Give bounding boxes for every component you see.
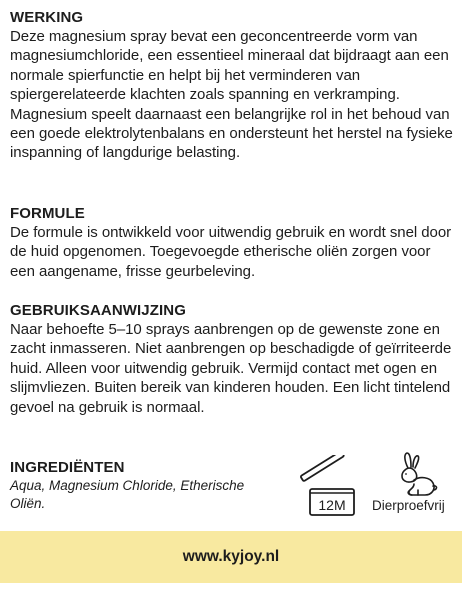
section-title-ingredienten: INGREDIËNTEN bbox=[10, 459, 125, 476]
section-body-formule: De formule is ontwikkeld voor uitwendig gebruik en wordt snel door de huid opgenomen. Toegevoegde etherische oliën zorgen voor een aangename, frisse geurbeleving. bbox=[10, 224, 452, 280]
cruelty-free-label: Dierproefvrij bbox=[372, 498, 445, 513]
section-ingredienten bbox=[10, 458, 270, 513]
website-url[interactable]: www.kyjoy.nl bbox=[182, 548, 280, 565]
section-title-werking: WERKING bbox=[10, 9, 84, 26]
rabbit-icon bbox=[390, 452, 442, 498]
section-title-formule: FORMULE bbox=[10, 205, 85, 222]
section-formule bbox=[10, 204, 458, 281]
open-jar-icon bbox=[298, 455, 360, 519]
footer-banner bbox=[0, 531, 462, 583]
section-title-gebruiksaanwijzing: GEBRUIKSAANWIJZING bbox=[10, 302, 186, 319]
section-body-gebruiksaanwijzing: Naar behoefte 5–10 sprays aanbrengen op de gewenste zone en zacht inmasseren. Niet aanbrengen op beschadigde of geïrriteerde huid. Alleen voor uitwendig gebruik. Vermijd contact met ogen en slijmvliezen. Buiten bereik van kinderen houden. Een licht tintelend gevoel na gebruik is normaal. bbox=[10, 321, 452, 416]
pao-label: 12M bbox=[318, 497, 346, 513]
section-body-werking: Deze magnesium spray bevat een geconcentreerde vorm van magnesiumchloride, een essentieel mineraal dat bijdraagt aan een normale spierfunctie en helpt bij het verminderen van spiergerelateerde klachten zoals spanning en verkramping. Magnesium speelt daarnaast een belangrijke rol in het behoud van een goede elektrolytenbalans en ondersteunt het herstel na fysieke inspanning of langdurige belasting. bbox=[10, 28, 453, 162]
ingredients-list: Aqua, Magnesium Chloride, Etherische Oliën. bbox=[10, 478, 245, 511]
cruelty-free-badge bbox=[370, 452, 462, 518]
section-gebruiksaanwijzing bbox=[10, 301, 458, 417]
section-werking bbox=[10, 8, 458, 163]
